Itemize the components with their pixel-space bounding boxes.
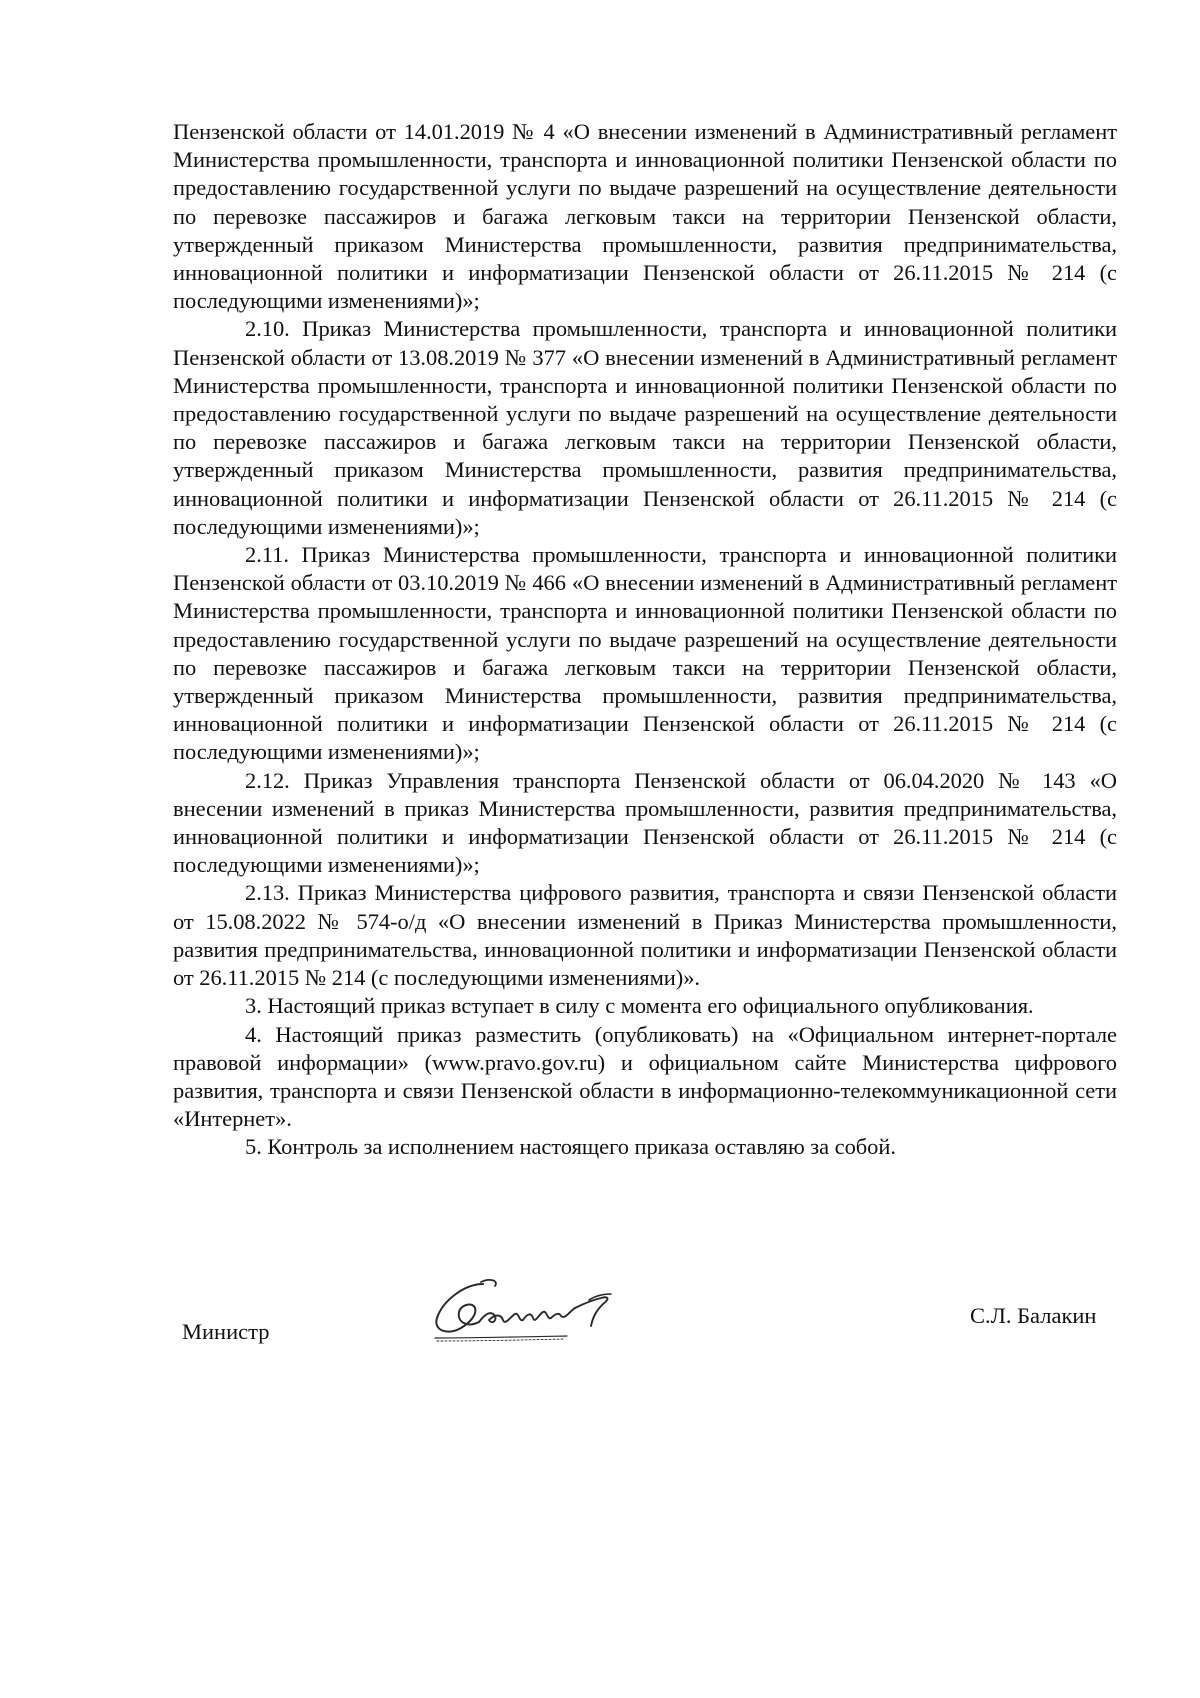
paragraph-2-10: 2.10. Приказ Министерства промышленности, транспорта и инновационной политики Пензенской области от 13.08.2019 № 377 «О внесении изменений в Административный регламент Министерства промышленности, транспорта и инновационной политики Пензенской области по предоставлению государственной услуги по выдаче разрешений на осуществление деятельности по перевозке пассажиров и багажа легковым такси на территории Пензенской области, утвержденный приказом Министерства промышленности, развития предпринимательства, инновационной политики и информатизации Пензенской области от 26.11.2015 № 214 (с последующими изменениями)»;: [173, 316, 1117, 539]
paragraph-2-12: 2.12. Приказ Управления транспорта Пензенской области от 06.04.2020 № 143 «О внесении изменений в приказ Министерства промышленности, развития предпринимательства, инновационной политики и информатизации Пензенской области от 26.11.2015 № 214 (с последующими изменениями)»;: [173, 767, 1117, 878]
paragraph-2-11: 2.11. Приказ Министерства промышленности, транспорта и инновационной политики Пензенской области от 03.10.2019 № 466 «О внесении изменений в Административный регламент Министерства промышленности, транспорта и инновационной политики Пензенской области по предоставлению государственной услуги по выдаче разрешений на осуществление деятельности по перевозке пассажиров и багажа легковым такси на территории Пензенской области, утвержденный приказом Министерства промышленности, развития предпринимательства, инновационной политики и информатизации Пензенской области от 26.11.2015 № 214 (с последующими изменениями)»;: [173, 542, 1117, 765]
signatory-name: С.Л. Балакин: [970, 1303, 1097, 1328]
handwritten-signature: [425, 1270, 635, 1350]
document-body: [173, 118, 1117, 1162]
paragraph-5: 5. Контроль за исполнением настоящего приказа оставляю за собой.: [245, 1134, 896, 1160]
signatory-title: Министр: [182, 1319, 270, 1344]
paragraph-3: 3. Настоящий приказ вступает в силу с момента его официального опубликования.: [245, 993, 1034, 1019]
paragraph-2-13: 2.13. Приказ Министерства цифрового развития, транспорта и связи Пензенской области от 15.08.2022 № 574-о/д «О внесении изменений в Приказ Министерства промышленности, развития предпринимательства, инновационной политики и информатизации Пензенской области от 26.11.2015 № 214 (с последующими изменениями)».: [173, 880, 1117, 991]
paragraph-2-9-continuation: Пензенской области от 14.01.2019 № 4 «О внесении изменений в Административный регламент Министерства промышленности, транспорта и инновационной политики Пензенской области по предоставлению государственной услуги по выдаче разрешений на осуществление деятельности по перевозке пассажиров и багажа легковым такси на территории Пензенской области, утвержденный приказом Министерства промышленности, развития предпринимательства, инновационной политики и информатизации Пензенской области от 26.11.2015 № 214 (с последующими изменениями)»;: [173, 119, 1117, 314]
paragraph-4: 4. Настоящий приказ разместить (опубликовать) на «Официальном интернет-портале правовой информации» (www.pravo.gov.ru) и официальном сайте Министерства цифрового развития, транспорта и связи Пензенской области в информационно-телекоммуникационной сети «Интернет».: [173, 1021, 1117, 1132]
